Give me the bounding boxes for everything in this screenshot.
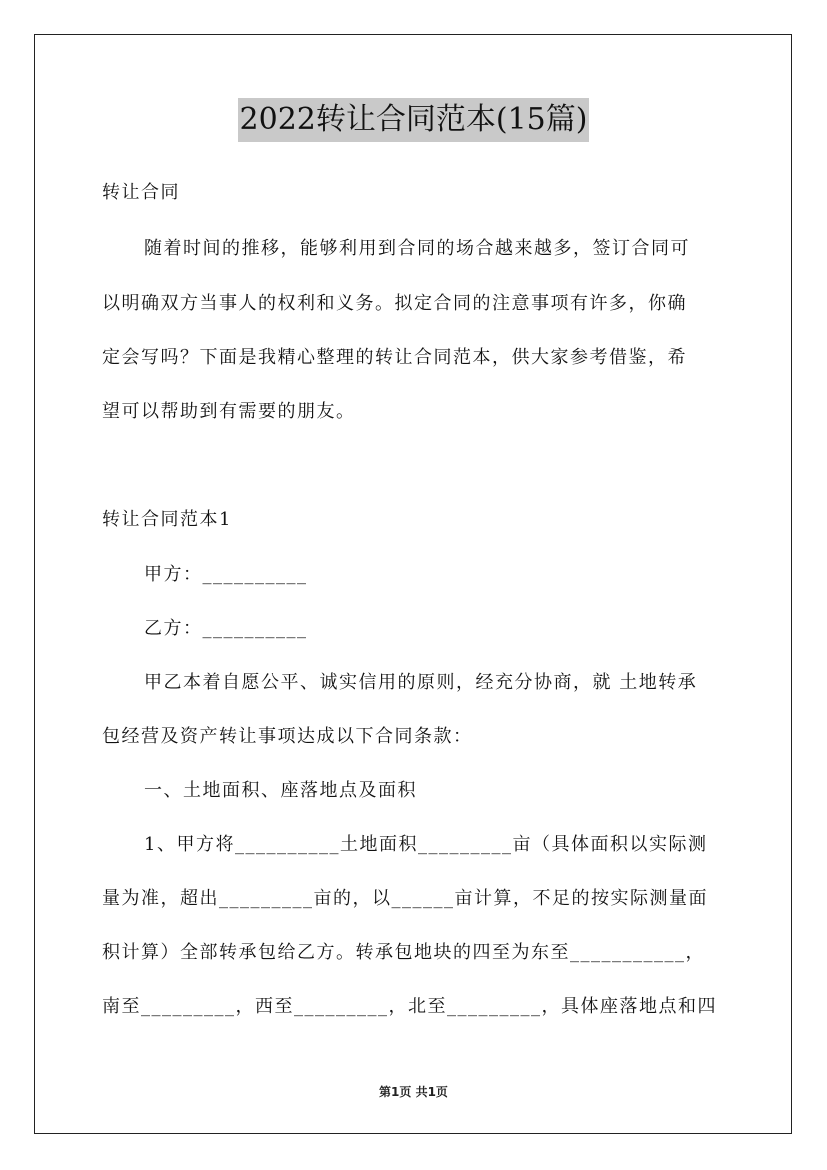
intro-paragraph-line: 望可以帮助到有需要的朋友。 bbox=[102, 401, 356, 422]
party-a-line: 甲方：__________ bbox=[144, 564, 308, 585]
clause-paragraph-line: 量为准，超出_________亩的，以______亩计算，不足的按实际测量面 bbox=[102, 888, 708, 909]
clause-paragraph-line: 南至_________，西至_________，北至_________，具体座落地点和四 bbox=[102, 996, 717, 1017]
intro-heading: 转让合同 bbox=[102, 182, 180, 203]
body-paragraph-line: 甲乙本着自愿公平、诚实信用的原则，经充分协商，就 土地转承 bbox=[144, 672, 698, 693]
document-title: 2022转让合同范本(15篇) bbox=[238, 98, 590, 142]
intro-paragraph-line: 随着时间的推移，能够利用到合同的场合越来越多，签订合同可 bbox=[144, 238, 690, 259]
clause-heading: 一、土地面积、座落地点及面积 bbox=[144, 780, 417, 801]
party-b-line: 乙方：__________ bbox=[144, 618, 308, 639]
page-footer: 第1页 共1页 bbox=[379, 1085, 448, 1099]
title-container bbox=[0, 98, 827, 142]
body-paragraph-line: 包经营及资产转让事项达成以下合同条款： bbox=[102, 726, 473, 747]
intro-paragraph-line: 定会写吗？下面是我精心整理的转让合同范本，供大家参考借鉴，希 bbox=[102, 347, 687, 368]
section-heading: 转让合同范本1 bbox=[102, 509, 232, 530]
intro-paragraph-line: 以明确双方当事人的权利和义务。拟定合同的注意事项有许多，你确 bbox=[102, 293, 687, 314]
clause-paragraph-line: 1、甲方将__________土地面积_________亩（具体面积以实际测 bbox=[144, 834, 708, 855]
clause-paragraph-line: 积计算）全部转承包给乙方。转承包地块的四至为东至___________， bbox=[102, 942, 705, 963]
